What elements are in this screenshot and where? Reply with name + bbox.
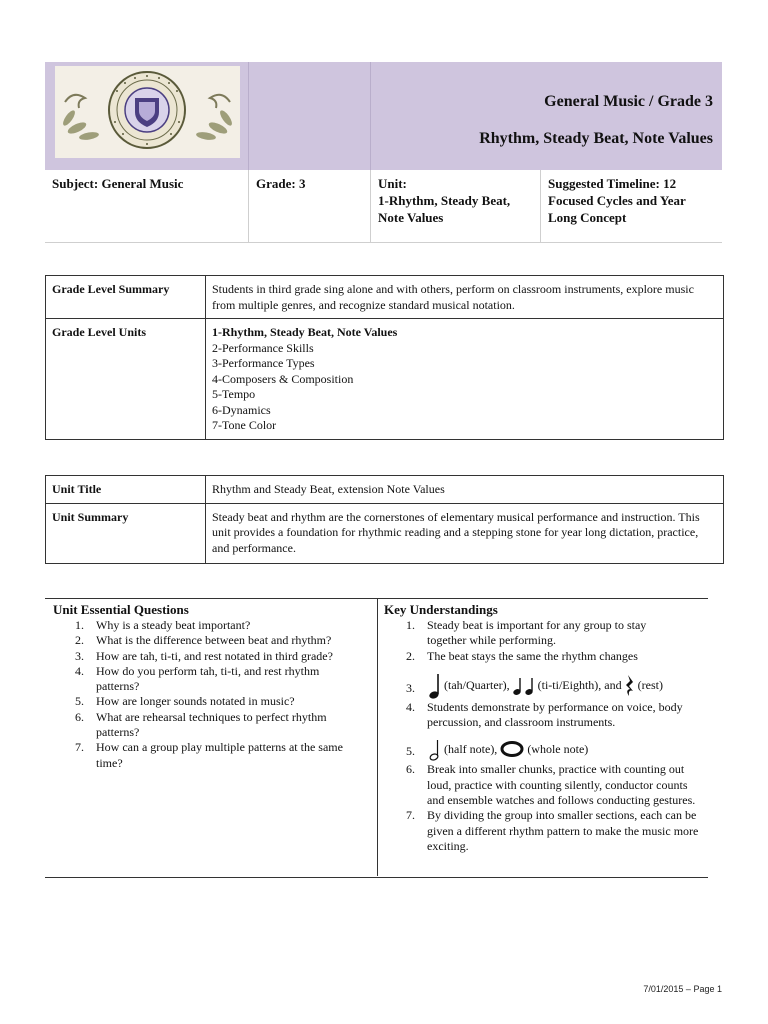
info-row — [45, 170, 722, 243]
table-row — [46, 276, 724, 319]
district-seal-logo — [55, 66, 240, 158]
grade-level-summary-label: Grade Level Summary — [46, 276, 206, 319]
grade-cell: Grade: 3 — [256, 176, 306, 191]
unit-table — [45, 475, 724, 564]
essential-questions — [53, 602, 371, 771]
quarter-note-icon — [427, 672, 441, 700]
document-title: General Music / Grade 3 — [544, 93, 713, 110]
info-divider — [370, 170, 371, 242]
table-row — [46, 503, 724, 563]
list-item: 3. (tah/Quarter), (ti-ti/Eighth), and (rest) — [384, 672, 702, 700]
unit-summary-label: Unit Summary — [46, 503, 206, 563]
key-understandings-heading: Key Understandings — [384, 602, 498, 617]
quarter-rest-icon — [625, 674, 635, 698]
unit-value: 1-Rhythm, Steady Beat, Note Values — [378, 193, 511, 225]
whole-note-icon — [500, 741, 524, 759]
grade-level-units-label: Grade Level Units — [46, 319, 206, 440]
table-row — [46, 476, 724, 504]
table-row — [46, 319, 724, 440]
list-item: 2. The beat stays the same the rhythm changes — [406, 648, 638, 663]
list-item: 1. Why is a steady beat important? — [75, 618, 251, 632]
list-item: 4. Students demonstrate by performance on voice, body percussion, and classroom instruments. — [406, 699, 683, 730]
list-item: 2. What is the difference between beat and rhythm? — [75, 633, 332, 648]
unit-cell — [378, 170, 533, 242]
header-divider — [370, 62, 371, 170]
list-item: 6. What are rehearsal techniques to perfect rhythm patterns? — [75, 709, 327, 740]
list-item: 7-Tone Color — [212, 418, 277, 432]
half-note-icon — [427, 738, 441, 762]
page-footer: 7/01/2015 – Page 1 — [643, 984, 722, 994]
list-item: 1. Steady beat is important for any group to stay together while performing. — [406, 618, 647, 648]
unit-summary-text: Steady beat and rhythm are the cornerstones of elementary musical performance and instruction. This unit provides a foundation for rhythmic reading and a stepping stone for year long dictation, practice, and performance. — [206, 503, 724, 563]
list-item: 7. By dividing the group into smaller sections, each can be given a different rhythm pattern to make the music more exciting. — [406, 808, 699, 853]
list-item: 5. How are longer sounds notated in music? — [75, 694, 295, 709]
key-understandings — [384, 602, 702, 854]
grade-level-table — [45, 275, 724, 440]
unit-title-text: Rhythm and Steady Beat, extension Note Values — [206, 476, 724, 504]
list-item: 7. How can a group play multiple patterns at the same time? — [75, 740, 343, 770]
document-subtitle: Rhythm, Steady Beat, Note Values — [479, 130, 713, 147]
info-divider — [540, 170, 541, 242]
list-item: 1-Rhythm, Steady Beat, Note Values — [212, 325, 398, 339]
unit-title-label: Unit Title — [46, 476, 206, 504]
list-item: 5. (half note), (whole note) — [384, 738, 702, 762]
list-item: 2-Performance Skills — [212, 340, 314, 355]
list-item: 3. How are tah, ti-ti, and rest notated in third grade? — [75, 648, 333, 663]
section-divider — [377, 598, 378, 876]
grade-level-summary-text: Students in third grade sing alone and with others, perform on classroom instruments, explore music from multiple genres, and recognize standard musical notation. — [206, 276, 724, 319]
header-divider — [248, 62, 249, 170]
timeline-cell: Suggested Timeline: 12 Focused Cycles and Year Long Concept — [548, 176, 686, 225]
info-divider — [248, 170, 249, 242]
list-item: 4-Composers & Composition — [212, 371, 354, 386]
list-item: 4. How do you perform tah, ti-ti, and rest rhythm patterns? — [75, 663, 320, 694]
list-item: 6. Break into smaller chunks, practice with counting out loud, practice with counting silently, conductor counts and ensemble watches and follows conducting gestures. — [406, 762, 696, 808]
unit-label: Unit: — [378, 176, 407, 191]
subject-cell: Subject: General Music — [52, 176, 184, 191]
grade-level-units-list — [206, 319, 724, 440]
essential-questions-heading: Unit Essential Questions — [53, 602, 189, 617]
eighth-notes-icon — [513, 676, 535, 696]
list-item: 3-Performance Types — [212, 356, 315, 370]
list-item: 6-Dynamics — [212, 402, 271, 417]
list-item: 5-Tempo — [212, 387, 256, 401]
